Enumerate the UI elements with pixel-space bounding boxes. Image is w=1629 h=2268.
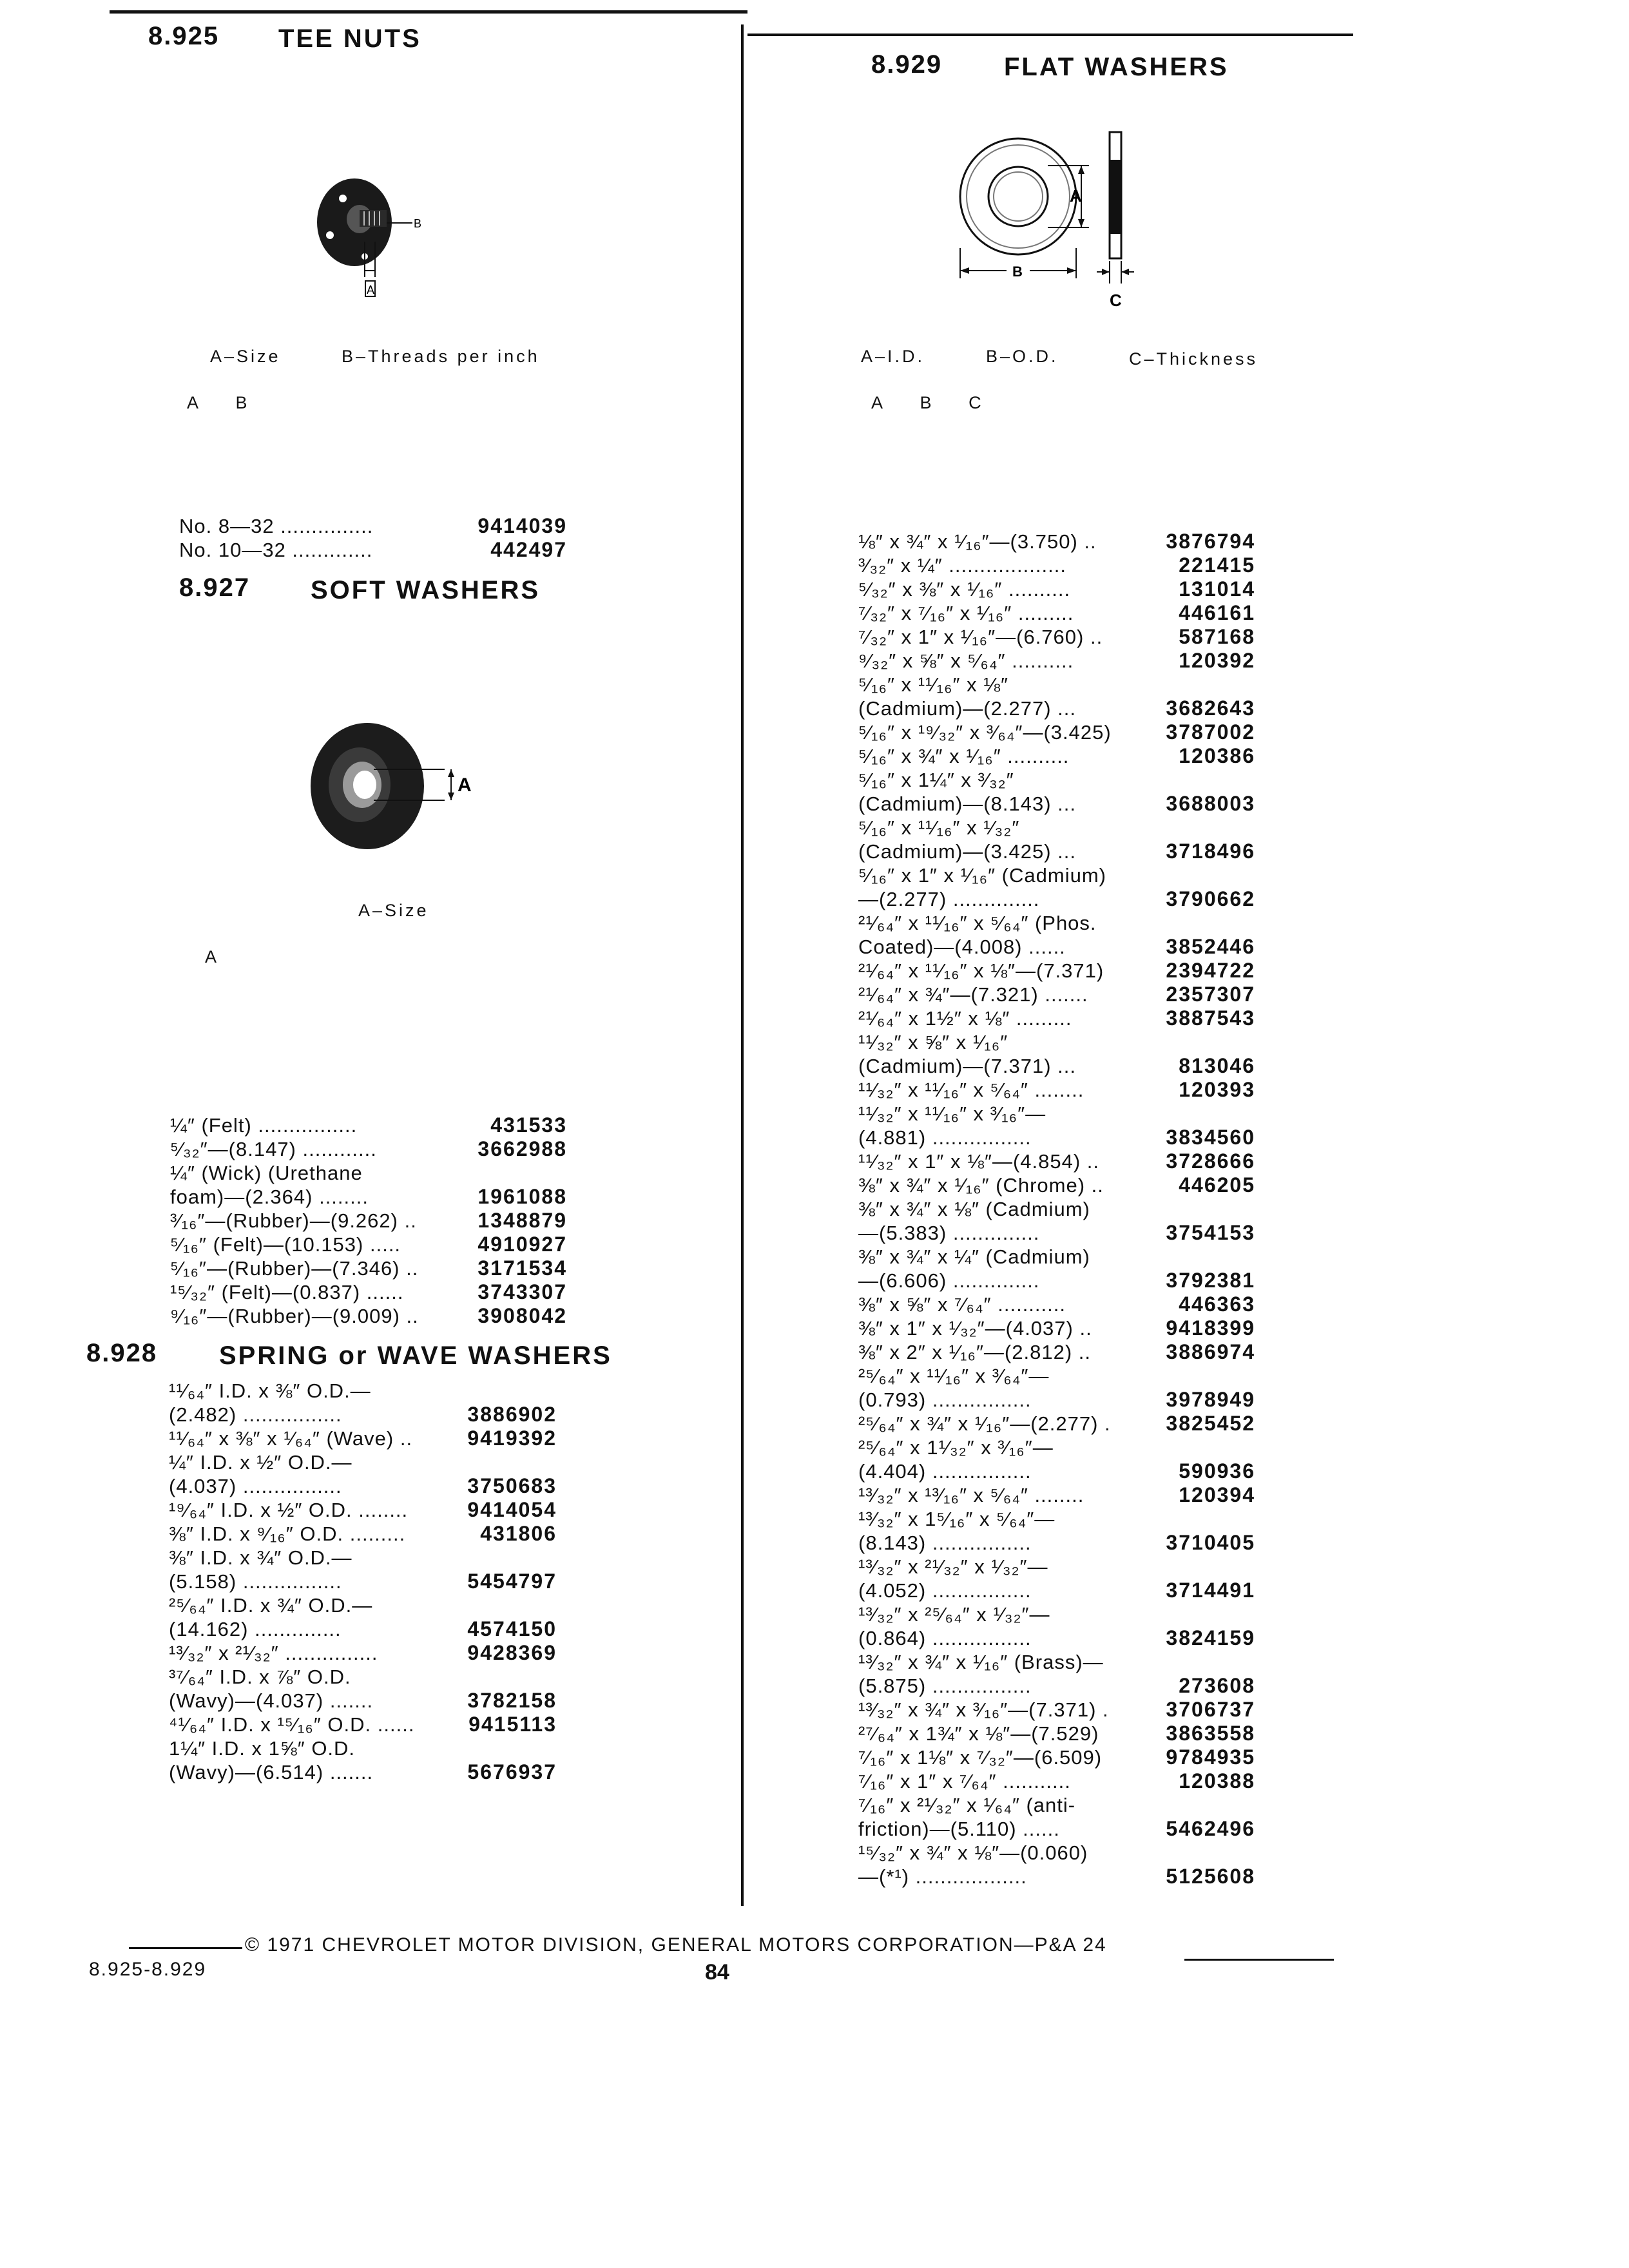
part-number: 1348879 xyxy=(477,1209,567,1232)
list-item xyxy=(169,1736,557,1760)
item-description: (Cadmium)—(7.371) ... xyxy=(858,1055,1076,1077)
list-item xyxy=(858,1483,1255,1507)
part-number: 3792381 xyxy=(1166,1269,1255,1292)
flat-washer-label-a: A xyxy=(1070,186,1082,206)
list-item xyxy=(858,1555,1255,1579)
part-number: 590936 xyxy=(1179,1459,1255,1483)
list-item xyxy=(858,792,1255,816)
list-item xyxy=(858,1221,1255,1245)
item-description: (Cadmium)—(8.143) ... xyxy=(858,793,1076,815)
spring-washers-title: SPRING or WAVE WASHERS xyxy=(219,1341,612,1370)
item-description: ¹⁹⁄₆₄″ I.D. x ½″ O.D. ........ xyxy=(169,1499,409,1521)
item-description: ⁵⁄₃₂″ x ⅜″ x ¹⁄₁₆″ .......... xyxy=(858,578,1071,601)
list-item xyxy=(169,1760,557,1784)
tee-nuts-number: 8.925 xyxy=(148,22,220,50)
list-item xyxy=(169,1617,557,1641)
tee-nut-illustration xyxy=(303,174,445,309)
part-number: 3682643 xyxy=(1166,697,1255,720)
item-description: foam)—(2.364) ........ xyxy=(170,1186,369,1208)
item-description: ²¹⁄₆₄″ x ¾″—(7.321) ....... xyxy=(858,983,1088,1006)
item-description: ⁵⁄₁₆″ x ¾″ x ¹⁄₁₆″ .......... xyxy=(858,745,1070,767)
item-description: (0.793) ................ xyxy=(858,1389,1032,1411)
part-number: 2357307 xyxy=(1166,983,1255,1006)
list-item xyxy=(858,1841,1255,1865)
item-description: ²¹⁄₆₄″ x ¹¹⁄₁₆″ x ⁵⁄₆₄″ (Phos. xyxy=(858,912,1097,934)
list-item xyxy=(858,1602,1255,1626)
list-item xyxy=(170,1233,567,1256)
tee-nuts-column-letters xyxy=(187,393,277,413)
item-description: (5.158) ................ xyxy=(169,1570,342,1593)
list-item xyxy=(170,1161,567,1185)
item-description: ¹¹⁄₆₄″ I.D. x ⅜″ O.D.— xyxy=(169,1379,371,1402)
list-item xyxy=(858,1626,1255,1650)
part-number: 120393 xyxy=(1179,1078,1255,1101)
flat-washers-column-letters xyxy=(871,393,1011,413)
flat-washers-title: FLAT WASHERS xyxy=(1004,53,1229,81)
item-description: (4.052) ................ xyxy=(858,1579,1032,1602)
part-number: 3876794 xyxy=(1166,530,1255,553)
flat-washers-caption-c: C–Thickness xyxy=(1129,349,1258,369)
item-description: ⁵⁄₁₆″ x ¹¹⁄₁₆″ x ⅛″ xyxy=(858,673,1009,696)
tee-nuts-caption-b: B–Threads per inch xyxy=(342,347,540,366)
part-number: 3886974 xyxy=(1166,1340,1255,1363)
part-number: 3754153 xyxy=(1166,1221,1255,1244)
item-description: ⁵⁄₁₆″ x ¹⁹⁄₃₂″ x ³⁄₆₄″—(3.425) xyxy=(858,721,1112,744)
part-number: 3743307 xyxy=(477,1280,567,1303)
list-item xyxy=(169,1450,557,1474)
part-number: 9415113 xyxy=(468,1713,557,1736)
part-number: 446161 xyxy=(1179,601,1255,624)
item-description: ¹³⁄₃₂″ x ²¹⁄₃₂″ ............... xyxy=(169,1642,378,1664)
part-number: 3852446 xyxy=(1166,935,1255,958)
item-description: ³⁄₃₂″ x ¼″ ................... xyxy=(858,554,1066,577)
item-description: ⅜″ x ⅝″ x ⁷⁄₆₄″ ........... xyxy=(858,1293,1066,1316)
list-item xyxy=(858,1006,1255,1030)
item-description: ⁷⁄₁₆″ x 1″ x ⁷⁄₆₄″ ........... xyxy=(858,1770,1071,1792)
list-item xyxy=(169,1522,557,1546)
item-description: ⁵⁄₃₂″—(8.147) ............ xyxy=(170,1138,377,1160)
part-number: 3718496 xyxy=(1166,840,1255,863)
part-number: 3863558 xyxy=(1166,1722,1255,1745)
item-description: ¹³⁄₃₂″ x ²¹⁄₃₂″ x ¹⁄₃₂″— xyxy=(858,1555,1048,1578)
item-description: ¼″ I.D. x ½″ O.D.— xyxy=(169,1451,352,1474)
list-item xyxy=(858,553,1255,577)
part-number: 446363 xyxy=(1179,1293,1255,1316)
flat-washers-list xyxy=(858,530,1255,1888)
list-item xyxy=(179,538,567,562)
item-description: ⁵⁄₁₆″—(Rubber)—(7.346) .. xyxy=(170,1257,419,1280)
list-item xyxy=(858,1388,1255,1412)
list-item xyxy=(858,1793,1255,1817)
list-item xyxy=(858,625,1255,649)
list-item xyxy=(858,863,1255,887)
tee-nuts-caption-a: A–Size xyxy=(210,347,281,366)
item-description: ²⁵⁄₆₄″ x ¹¹⁄₁₆″ x ³⁄₆₄″— xyxy=(858,1365,1050,1387)
list-item xyxy=(169,1689,557,1713)
item-description: ⁵⁄₁₆″ x 1″ x ¹⁄₁₆″ (Cadmium) xyxy=(858,864,1106,887)
part-number: 273608 xyxy=(1179,1674,1255,1697)
item-description: ¹³⁄₃₂″ x ¾″ x ¹⁄₁₆″ (Brass)— xyxy=(858,1651,1104,1673)
tee-nut-label-b: B xyxy=(414,217,422,230)
item-description: ²⁷⁄₆₄″ x 1¾″ x ⅛″—(7.529) xyxy=(858,1722,1099,1745)
part-number: 2394722 xyxy=(1166,959,1255,982)
list-item xyxy=(858,1436,1255,1459)
list-item xyxy=(170,1113,567,1137)
part-number: 9784935 xyxy=(1166,1745,1255,1769)
item-description: ⅜″ x ¾″ x ¹⁄₁₆″ (Chrome) .. xyxy=(858,1174,1104,1196)
list-item xyxy=(858,1340,1255,1364)
item-description: (Cadmium)—(3.425) ... xyxy=(858,840,1076,863)
list-item xyxy=(858,1722,1255,1745)
list-item xyxy=(858,577,1255,601)
column-letter: A xyxy=(205,947,220,966)
list-item xyxy=(169,1713,557,1736)
item-description: Coated)—(4.008) ...... xyxy=(858,936,1066,958)
part-number: 587168 xyxy=(1179,625,1255,648)
list-item xyxy=(858,720,1255,744)
list-item xyxy=(858,959,1255,983)
soft-washer-illustration xyxy=(303,715,490,850)
item-description: friction)—(5.110) ...... xyxy=(858,1818,1060,1840)
list-item xyxy=(858,911,1255,935)
item-description: ⅜″ x ¾″ x ¼″ (Cadmium) xyxy=(858,1245,1090,1268)
spring-washers-list xyxy=(169,1379,557,1784)
part-number: 3978949 xyxy=(1166,1388,1255,1411)
item-description: 1¼″ I.D. x 1⅝″ O.D. xyxy=(169,1737,356,1760)
list-item xyxy=(858,1173,1255,1197)
list-item xyxy=(858,1531,1255,1555)
item-description: ⁹⁄₃₂″ x ⅝″ x ⁵⁄₆₄″ .......... xyxy=(858,649,1074,672)
spring-washers-number: 8.928 xyxy=(86,1339,158,1367)
part-number: 9428369 xyxy=(467,1641,557,1664)
part-number: 3886902 xyxy=(467,1403,557,1426)
part-number: 9414039 xyxy=(477,514,567,537)
list-item xyxy=(858,1054,1255,1078)
list-item xyxy=(858,1245,1255,1269)
soft-washers-list xyxy=(170,1113,567,1328)
part-number: 3706737 xyxy=(1166,1698,1255,1721)
list-item xyxy=(170,1256,567,1280)
flat-washers-number: 8.929 xyxy=(871,50,943,79)
item-description: ¹³⁄₃₂″ x 1⁵⁄₁₆″ x ⁵⁄₆₄″— xyxy=(858,1508,1055,1530)
list-item xyxy=(169,1665,557,1689)
item-description: ¼″ (Wick) (Urethane xyxy=(170,1162,363,1184)
list-item xyxy=(858,673,1255,697)
soft-washers-number: 8.927 xyxy=(179,573,251,602)
list-item xyxy=(169,1403,557,1427)
part-number: 4910927 xyxy=(477,1233,567,1256)
list-item xyxy=(858,1865,1255,1888)
tee-nut-label-a: A xyxy=(367,284,375,296)
part-number: 3662988 xyxy=(477,1137,567,1160)
item-description: ²¹⁄₆₄″ x 1½″ x ⅛″ ......... xyxy=(858,1007,1072,1030)
item-description: ²⁵⁄₆₄″ x 1¹⁄₃₂″ x ³⁄₁₆″— xyxy=(858,1436,1054,1459)
part-number: 446205 xyxy=(1179,1173,1255,1196)
list-item xyxy=(170,1209,567,1233)
part-number: 442497 xyxy=(490,538,567,561)
item-description: ⁵⁄₁₆″ x ¹¹⁄₁₆″ x ¹⁄₃₂″ xyxy=(858,816,1020,839)
part-number: 120388 xyxy=(1179,1769,1255,1792)
item-description: ¹⁵⁄₃₂″ (Felt)—(0.837) ...... xyxy=(170,1281,404,1303)
list-item xyxy=(170,1185,567,1209)
list-item xyxy=(170,1304,567,1328)
item-description: ¹³⁄₃₂″ x ²⁵⁄₆₄″ x ¹⁄₃₂″— xyxy=(858,1603,1050,1626)
soft-washer-label-a: A xyxy=(458,774,472,796)
list-item xyxy=(858,1078,1255,1102)
part-number: 221415 xyxy=(1179,553,1255,577)
soft-washers-column-letters xyxy=(205,947,246,967)
part-number: 3171534 xyxy=(477,1256,567,1280)
part-number: 3750683 xyxy=(467,1474,557,1497)
part-number: 3825452 xyxy=(1166,1412,1255,1435)
item-description: (8.143) ................ xyxy=(858,1532,1032,1554)
list-item xyxy=(858,1102,1255,1126)
item-description: (4.404) ................ xyxy=(858,1460,1032,1483)
item-description: ⁷⁄₁₆″ x 1⅛″ x ⁷⁄₃₂″—(6.509) xyxy=(858,1746,1103,1769)
list-item xyxy=(169,1474,557,1498)
part-number: 3790662 xyxy=(1166,887,1255,910)
part-number: 120392 xyxy=(1179,649,1255,672)
footer-rule-left xyxy=(129,1947,242,1949)
column-letter: B xyxy=(235,393,250,412)
section-range: 8.925-8.929 xyxy=(89,1959,207,1980)
list-item xyxy=(858,697,1255,720)
part-number: 3728666 xyxy=(1166,1149,1255,1173)
column-letter: A xyxy=(187,393,202,412)
item-description: —(*¹) .................. xyxy=(858,1865,1027,1888)
list-item xyxy=(858,1745,1255,1769)
list-item xyxy=(858,1030,1255,1054)
part-number: 431533 xyxy=(490,1113,567,1137)
list-item xyxy=(858,1197,1255,1221)
item-description: —(6.606) .............. xyxy=(858,1269,1040,1292)
item-description: ²⁵⁄₆₄″ x ¾″ x ¹⁄₁₆″—(2.277) . xyxy=(858,1412,1111,1435)
part-number: 5462496 xyxy=(1166,1817,1255,1840)
soft-washers-title: SOFT WASHERS xyxy=(311,576,541,604)
list-item xyxy=(169,1570,557,1593)
list-item xyxy=(169,1498,557,1522)
column-letter: B xyxy=(920,393,934,412)
list-item xyxy=(170,1280,567,1304)
item-description: ⁷⁄₁₆″ x ²¹⁄₃₂″ x ¹⁄₆₄″ (anti- xyxy=(858,1794,1076,1816)
item-description: —(5.383) .............. xyxy=(858,1222,1040,1244)
part-number: 9414054 xyxy=(467,1498,557,1521)
tee-nuts-title: TEE NUTS xyxy=(278,24,421,53)
item-description: ⅜″ I.D. x ⁹⁄₁₆″ O.D. ......... xyxy=(169,1523,406,1545)
item-description: ¹¹⁄₃₂″ x ⅝″ x ¹⁄₁₆″ xyxy=(858,1031,1008,1053)
part-number: 120394 xyxy=(1179,1483,1255,1506)
tee-nuts-list xyxy=(179,514,567,562)
list-item xyxy=(858,768,1255,792)
list-item xyxy=(169,1379,557,1403)
item-description: ¹⁵⁄₃₂″ x ¾″ x ⅛″—(0.060) xyxy=(858,1841,1088,1864)
part-number: 3714491 xyxy=(1166,1579,1255,1602)
list-item xyxy=(858,601,1255,625)
list-item xyxy=(858,1674,1255,1698)
item-description: ¹³⁄₃₂″ x ¹³⁄₁₆″ x ⁵⁄₆₄″ ........ xyxy=(858,1484,1084,1506)
list-item xyxy=(858,816,1255,840)
item-description: (Cadmium)—(2.277) ... xyxy=(858,697,1076,720)
part-number: 9419392 xyxy=(467,1427,557,1450)
item-description: ²⁵⁄₆₄″ I.D. x ¾″ O.D.— xyxy=(169,1594,373,1617)
item-description: (Wavy)—(4.037) ....... xyxy=(169,1689,374,1712)
item-description: ⁷⁄₃₂″ x 1″ x ¹⁄₁₆″—(6.760) .. xyxy=(858,626,1103,648)
top-rule-right xyxy=(747,34,1353,36)
list-item xyxy=(858,887,1255,911)
item-description: (0.864) ................ xyxy=(858,1627,1032,1649)
item-description: ⁵⁄₁₆″ (Felt)—(10.153) ..... xyxy=(170,1233,401,1256)
part-number: 3834560 xyxy=(1166,1126,1255,1149)
list-item xyxy=(858,1769,1255,1793)
item-description: ⅜″ x ¾″ x ⅛″ (Cadmium) xyxy=(858,1198,1090,1220)
list-item xyxy=(858,1459,1255,1483)
page-number: 84 xyxy=(705,1960,729,1984)
soft-washers-caption-a: A–Size xyxy=(358,901,429,920)
column-divider xyxy=(741,24,744,1906)
part-number: 3887543 xyxy=(1166,1006,1255,1030)
list-item xyxy=(858,1507,1255,1531)
flat-washers-caption-b: B–O.D. xyxy=(986,347,1059,366)
list-item xyxy=(858,983,1255,1006)
item-description: ⁵⁄₁₆″ x 1¼″ x ³⁄₃₂″ xyxy=(858,769,1014,791)
list-item xyxy=(169,1546,557,1570)
flat-washer-label-b: B xyxy=(1012,264,1023,280)
part-number: 120386 xyxy=(1179,744,1255,767)
part-number: 9418399 xyxy=(1166,1316,1255,1340)
item-description: No. 10—32 ............. xyxy=(179,539,373,561)
item-description: ³⁄₁₆″—(Rubber)—(9.262) .. xyxy=(170,1209,417,1232)
list-item xyxy=(858,530,1255,553)
list-item xyxy=(858,935,1255,959)
item-description: (4.037) ................ xyxy=(169,1475,342,1497)
item-description: ⁹⁄₁₆″—(Rubber)—(9.009) .. xyxy=(170,1305,419,1327)
item-description: ¹¹⁄₃₂″ x 1″ x ⅛″—(4.854) .. xyxy=(858,1150,1100,1173)
flat-washer-label-c: C xyxy=(1110,291,1122,310)
part-number: 3787002 xyxy=(1166,720,1255,744)
item-description: ⅛″ x ¾″ x ¹⁄₁₆″—(3.750) .. xyxy=(858,530,1097,553)
list-item xyxy=(858,1126,1255,1149)
item-description: ⁷⁄₃₂″ x ⁷⁄₁₆″ x ¹⁄₁₆″ ......... xyxy=(858,602,1074,624)
part-number: 3824159 xyxy=(1166,1626,1255,1649)
item-description: ²¹⁄₆₄″ x ¹¹⁄₁₆″ x ⅛″—(7.371) xyxy=(858,959,1104,982)
copyright-line: © 1971 CHEVROLET MOTOR DIVISION, GENERAL MOTORS CORPORATION—P&A 24 xyxy=(245,1934,1107,1956)
list-item xyxy=(858,1149,1255,1173)
list-item xyxy=(858,1579,1255,1602)
list-item xyxy=(858,1817,1255,1841)
part-number: 131014 xyxy=(1179,577,1255,601)
part-number: 3688003 xyxy=(1166,792,1255,815)
part-number: 3908042 xyxy=(477,1304,567,1327)
list-item xyxy=(858,1316,1255,1340)
item-description: ¹¹⁄₃₂″ x ¹¹⁄₁₆″ x ³⁄₁₆″— xyxy=(858,1102,1046,1125)
list-item xyxy=(858,1293,1255,1316)
part-number: 1961088 xyxy=(477,1185,567,1208)
flat-washers-caption-a: A–I.D. xyxy=(861,347,925,366)
list-item xyxy=(858,1698,1255,1722)
list-item xyxy=(858,649,1255,673)
item-description: ⅜″ x 1″ x ¹⁄₃₂″—(4.037) .. xyxy=(858,1317,1092,1340)
list-item xyxy=(169,1641,557,1665)
part-number: 431806 xyxy=(480,1522,557,1545)
list-item xyxy=(858,1364,1255,1388)
item-description: ⅜″ x 2″ x ¹⁄₁₆″—(2.812) .. xyxy=(858,1341,1091,1363)
item-description: (14.162) .............. xyxy=(169,1618,342,1640)
item-description: ⅜″ I.D. x ¾″ O.D.— xyxy=(169,1546,352,1569)
part-number: 5125608 xyxy=(1166,1865,1255,1888)
item-description: —(2.277) .............. xyxy=(858,888,1040,910)
part-number: 4574150 xyxy=(467,1617,557,1640)
item-description: ¼″ (Felt) ................ xyxy=(170,1114,358,1137)
list-item xyxy=(858,744,1255,768)
list-item xyxy=(169,1427,557,1450)
top-rule xyxy=(110,10,747,14)
list-item xyxy=(858,1412,1255,1436)
part-number: 813046 xyxy=(1179,1054,1255,1077)
item-description: ³⁷⁄₆₄″ I.D. x ⅞″ O.D. xyxy=(169,1666,351,1688)
part-number: 3782158 xyxy=(467,1689,557,1712)
item-description: ¹³⁄₃₂″ x ¾″ x ³⁄₁₆″—(7.371) . xyxy=(858,1698,1109,1721)
list-item xyxy=(169,1593,557,1617)
item-description: No. 8—32 ............... xyxy=(179,515,374,537)
part-number: 5676937 xyxy=(467,1760,557,1783)
item-description: ¹¹⁄₆₄″ x ⅜″ x ¹⁄₆₄″ (Wave) .. xyxy=(169,1427,413,1450)
footer-rule-right xyxy=(1184,1959,1334,1961)
item-description: ⁴¹⁄₆₄″ I.D. x ¹⁵⁄₁₆″ O.D. ...... xyxy=(169,1713,415,1736)
part-number: 3710405 xyxy=(1166,1531,1255,1554)
column-letter: A xyxy=(871,393,886,412)
item-description: ¹¹⁄₃₂″ x ¹¹⁄₁₆″ x ⁵⁄₆₄″ ........ xyxy=(858,1079,1084,1101)
list-item xyxy=(858,840,1255,863)
list-item xyxy=(858,1269,1255,1293)
item-description: (Wavy)—(6.514) ....... xyxy=(169,1761,374,1783)
item-description: (2.482) ................ xyxy=(169,1403,342,1426)
list-item xyxy=(858,1650,1255,1674)
list-item xyxy=(170,1137,567,1161)
item-description: (5.875) ................ xyxy=(858,1675,1032,1697)
item-description: (4.881) ................ xyxy=(858,1126,1032,1149)
list-item xyxy=(179,514,567,538)
flat-washer-illustration xyxy=(928,129,1160,322)
part-number: 5454797 xyxy=(467,1570,557,1593)
column-letter: C xyxy=(969,393,984,412)
